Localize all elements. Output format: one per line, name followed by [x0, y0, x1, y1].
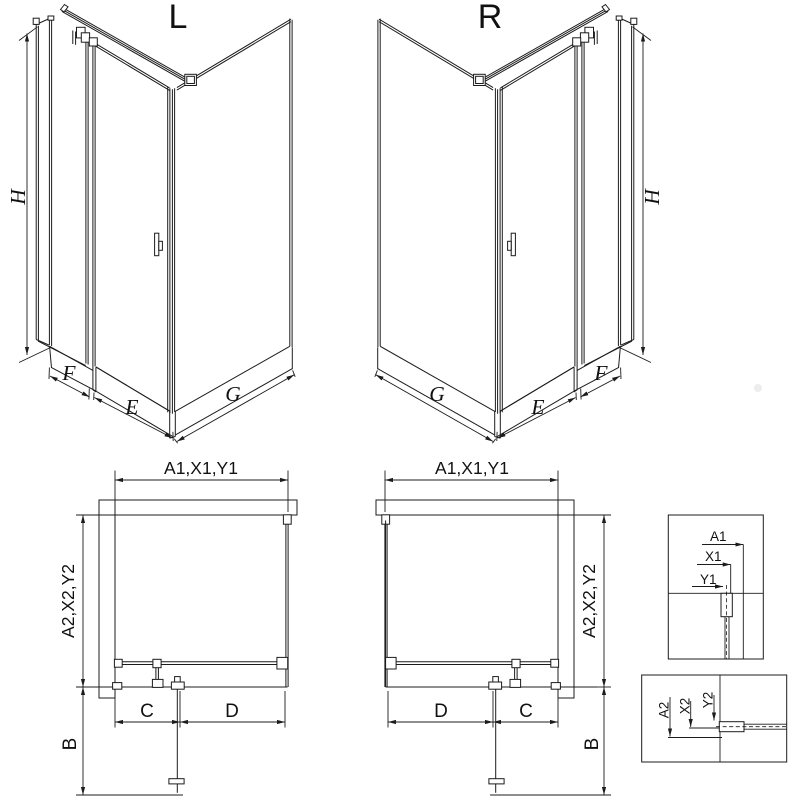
- dim-b-left: B: [60, 737, 81, 751]
- detail2-x2-label: X2: [677, 697, 693, 715]
- dim-c-right: C: [519, 701, 533, 722]
- drawing-segment: [175, 677, 181, 683]
- drawing-segment: [551, 683, 560, 690]
- dim-f-left: F: [62, 361, 76, 385]
- drawing-segment: [277, 657, 288, 669]
- drawing-segment: [113, 683, 122, 690]
- drawing-segment: [283, 515, 291, 524]
- drawing-segment: [155, 233, 159, 256]
- detail1-a1-label: A1: [710, 529, 727, 544]
- dim-f-right: F: [594, 361, 608, 385]
- drawing-segment: [169, 779, 184, 784]
- dim-d-right: D: [434, 701, 448, 722]
- variant-label-right: R: [477, 0, 503, 36]
- drawing-segment: [476, 76, 484, 83]
- drawing-segment: [153, 659, 161, 667]
- drawing-segment: [573, 38, 581, 46]
- dim-e-right: E: [531, 395, 545, 419]
- variant-label-left: L: [168, 0, 188, 36]
- drawing-segment: [631, 18, 637, 24]
- drawing-segment: [89, 38, 97, 46]
- dim-g-right: G: [429, 382, 445, 406]
- drawing-segment: [489, 779, 504, 784]
- dim-h-left: H: [6, 189, 30, 205]
- dim-d-left: D: [225, 701, 239, 722]
- drawing-segment: [508, 241, 512, 250]
- dim-h-right: H: [640, 189, 664, 205]
- drawing-segment: [489, 682, 502, 689]
- paper-smudge: [754, 384, 762, 392]
- dim-b-right: B: [582, 737, 603, 751]
- drawing-segment: [187, 76, 195, 83]
- drawing-segment: [511, 233, 515, 256]
- detail2-a2-label: A2: [656, 701, 672, 719]
- drawing-segment: [159, 241, 163, 250]
- drawing-segment: [551, 659, 559, 667]
- drawing-segment: [152, 679, 163, 687]
- dim-c-left: C: [140, 701, 154, 722]
- drawing-segment: [33, 18, 39, 24]
- plan-depth-dim-right: A2,X2,Y2: [579, 564, 599, 638]
- drawing-segment: [385, 657, 396, 669]
- plan-width-dim-right: A1,X1,Y1: [435, 458, 509, 478]
- detail2-y2-label: Y2: [700, 691, 716, 709]
- drawing-segment: [48, 16, 54, 20]
- drawing-segment: [171, 682, 184, 689]
- drawing-segment: [493, 677, 499, 683]
- drawing-segment: [616, 16, 622, 20]
- detail1-x1-label: X1: [705, 549, 722, 564]
- dim-e-left: E: [125, 395, 139, 419]
- drawing-segment: [114, 659, 122, 667]
- drawing-segment: [580, 33, 588, 42]
- drawing-segment: [81, 33, 89, 42]
- plan-depth-dim-left: A2,X2,Y2: [58, 564, 78, 638]
- drawing-segment: [512, 659, 520, 667]
- drawing-segment: [510, 679, 521, 687]
- plan-width-dim-left: A1,X1,Y1: [164, 458, 238, 478]
- dim-g-left: G: [225, 382, 241, 406]
- detail1-y1-label: Y1: [700, 572, 717, 587]
